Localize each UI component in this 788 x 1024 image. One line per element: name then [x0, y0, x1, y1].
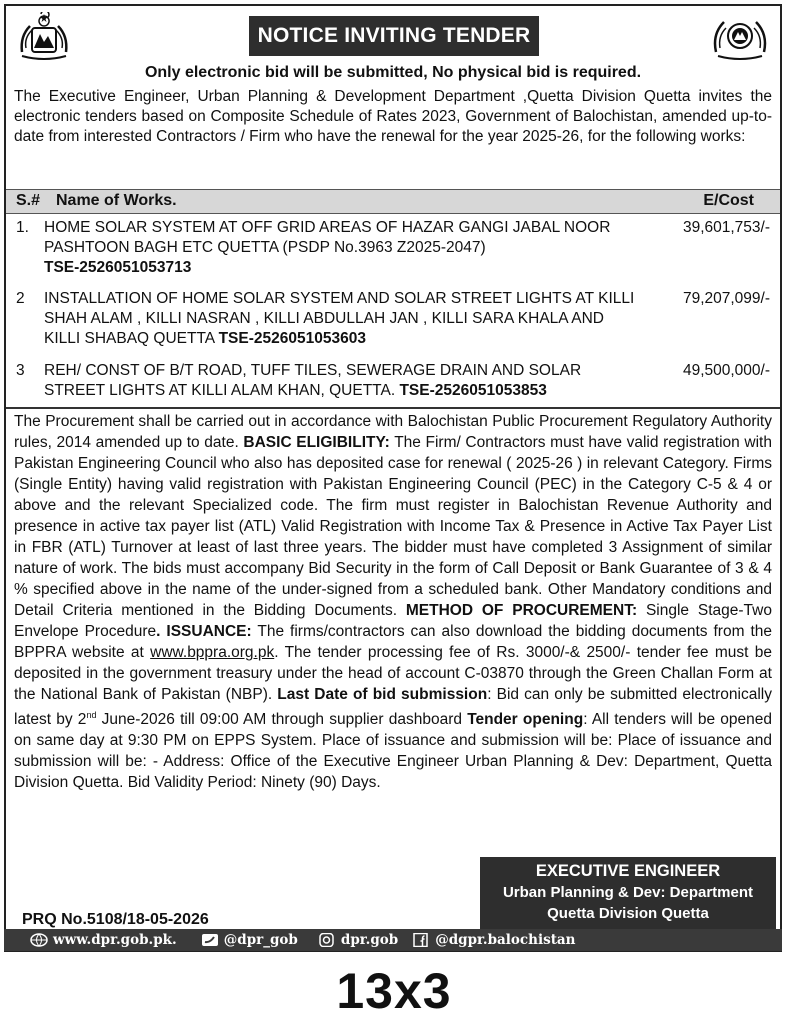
work-tse-id: TSE-2526051053713 — [44, 259, 192, 276]
notice-subtitle: Only electronic bid will be submitted, No physical bid is required. — [144, 64, 642, 81]
facebook-icon — [412, 933, 430, 947]
intro-paragraph: The Executive Engineer, Urban Planning & Development Department ,Quetta Division Quetta invites the electronic tenders based on Composite Schedule of Rates 2023, Government of Balochistan, amended up-to-date from interested Contractors / Firm who have the renewal for the year 2025-26, for the following works: — [14, 88, 772, 145]
work-tse-id: TSE-2526051053853 — [399, 382, 547, 399]
work-tse-id: TSE-2526051053603 — [218, 330, 366, 347]
signature-department: Urban Planning & Dev: Department — [502, 884, 754, 901]
social-footer — [4, 929, 782, 951]
notice-title: NOTICE INVITING TENDER — [249, 16, 539, 56]
ad-size-label: 13x3 — [336, 963, 452, 1019]
conditions-paragraph: The Procurement shall be carried out in accordance with Balochistan Public Procurement Regulatory Authority rules, 2014 amended up to date. BASIC ELIGIBILITY: The Firm/ Contractors must have valid registration with Pakistan Engineering Council who also has deposited case for renewal ( 2025-26 ) in relevant Category. Firms (Single Entity) having valid registration with Pakistan Engineering Council (PEC) in the Category C-5 & 4 or above and the relevant Specialized code. The firm must register in Balochistan Revenue Authority and presence in active tax payer list (ATL) Valid Registration with Income Tax & Presence in Active Tax Payer List in FBR (ATL) Turnover at least of last three years. The bidder must have completed 3 Assignment of similar nature of work. The bids must accompany Bid Security in the form of Call Deposit or Bank Guarantee of 3 & 4 % specified above in the name of the under-signed from a scheduled bank. Other Mandatory conditions and Detail Criteria mentioned in the Bidding Documents. METHOD OF PROCUREMENT: Single Stage-Two Envelope Procedure. ISSUANCE: The firms/contractors can also download the bidding documents from the BPPRA website at www.bppra.org.pk. The tender processing fee of Rs. 3000/-& 2500/- tender fee must be deposited in the government treasury under the head of account C-03870 through the Green Challan Form at the National Bank of Pakistan (NBP). Last Date of bid submission: Bid can only be submitted electronically latest by 2nd June-2026 till 09:00 AM through supplier dashboard Tender opening: All tenders will be opened on same day at 9:30 PM on EPPS System. Place of issuance and submission will be: Place of issuance and submission will be: - Address: Office of the Executive Engineer Urban Planning & Dev: Department, Quetta Division Quetta. Bid Validity Period: Ninety (90) Days. — [14, 413, 773, 792]
work-cost: 49,500,000/- — [682, 362, 770, 379]
work-number: 3 — [16, 362, 25, 379]
header-name-of-works: Name of Works. — [56, 192, 177, 209]
work-description: HOME SOLAR SYSTEM AT OFF GRID AREAS OF HAZAR GANGI JABAL NOOR PASHTOON BAGH ETC QUETTA (PSDP No.3963 Z2025-2047) TSE-2526051053713 — [44, 219, 611, 276]
header-sno: S.# — [16, 192, 41, 209]
work-description: INSTALLATION OF HOME SOLAR SYSTEM AND SOLAR STREET LIGHTS AT KILLI SHAH ALAM , KILLI NASRAN , KILLI ABDULLAH JAN , KILLI SARA KHALA AND KILLI SHABAQ QUETTA TSE-2526051053603 — [44, 290, 635, 347]
work-number: 1. — [16, 219, 29, 236]
footer-website[interactable]: www.dpr.gob.pk. — [30, 932, 177, 948]
issuance-heading: ISSUANCE: — [166, 623, 252, 640]
footer-facebook[interactable]: @dgpr.balochistan — [412, 932, 575, 948]
twitter-icon — [201, 933, 219, 947]
footer-twitter[interactable]: @dpr_gob — [201, 932, 298, 948]
signature-block — [480, 857, 776, 929]
header-estimated-cost: E/Cost — [703, 192, 754, 209]
prq-number: PRQ No.5108/18-05-2026 — [22, 911, 209, 928]
last-date-heading: Last Date of bid submission — [277, 686, 488, 703]
signature-title: EXECUTIVE ENGINEER — [535, 862, 721, 880]
work-description: REH/ CONST OF B/T ROAD, TUFF TILES, SEWERAGE DRAIN AND SOLAR STREET LIGHTS AT KILLI ALAM KHAN, QUETTA. TSE-2526051053853 — [44, 362, 582, 399]
footer-instagram[interactable]: dpr.gob — [318, 932, 398, 948]
balochistan-emblem-icon — [12, 12, 76, 62]
eligibility-heading: BASIC ELIGIBILITY: — [243, 434, 390, 451]
opening-heading: Tender opening — [467, 711, 584, 729]
signature-division: Quetta Division Quetta — [547, 905, 709, 922]
work-cost: 79,207,099/- — [682, 290, 770, 307]
bppra-link[interactable]: www.bppra.org.pk — [150, 644, 275, 661]
section-divider — [6, 407, 780, 409]
work-number: 2 — [16, 290, 25, 307]
dgpr-logo-icon — [708, 12, 772, 62]
works-table-header — [6, 189, 780, 214]
globe-icon — [30, 933, 48, 947]
instagram-icon — [318, 933, 336, 947]
method-heading: METHOD OF PROCUREMENT: — [405, 602, 638, 619]
work-cost: 39,601,753/- — [682, 219, 770, 236]
tender-notice — [4, 4, 782, 952]
